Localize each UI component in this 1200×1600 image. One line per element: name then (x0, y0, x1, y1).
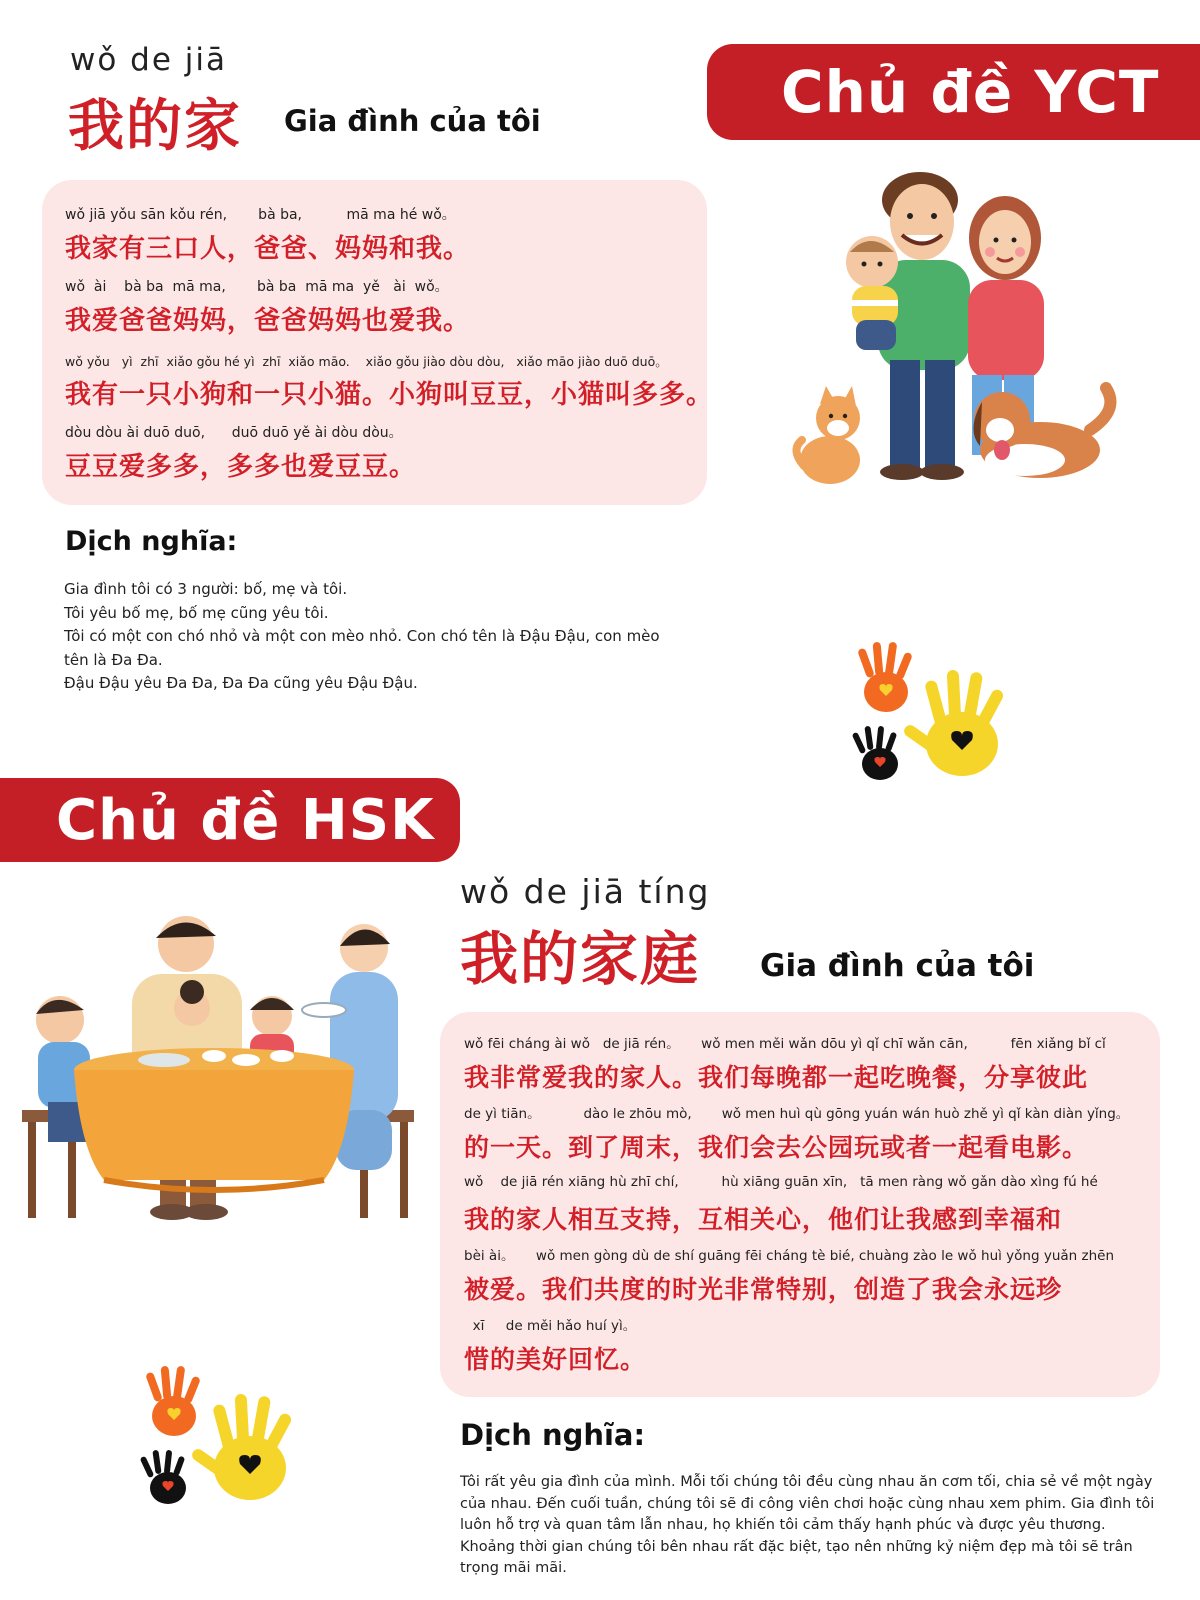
hsk-topic-banner (0, 778, 460, 862)
yct-translation-line-3: Tôi có một con chó nhỏ và một con mèo nhỏ. Con chó tên là Đậu Đậu, con mèo (64, 627, 660, 645)
yct-pinyin-line-4: dòu dòu ài duō duō, duō duō yě ài dòu dòu。 (65, 425, 403, 441)
yct-topic-banner (707, 44, 1200, 140)
yct-pinyin-line-1: wǒ jiā yǒu sān kǒu rén, bà ba, mā ma hé wǒ。 (65, 207, 456, 223)
yct-hanzi-line-3: 我有一只小狗和一只小猫。小狗叫豆豆，小猫叫多多。 (65, 380, 714, 410)
yct-hanzi-line-1: 我家有三口人，爸爸、妈妈和我。 (65, 234, 471, 264)
yct-title-pinyin: wǒ de jiā (70, 42, 228, 78)
yct-title-vietnamese: Gia đình của tôi (284, 104, 541, 138)
yct-translation-line-4: tên là Đa Đa. (64, 650, 163, 669)
hsk-title-hanzi: 我的家庭 (460, 925, 701, 993)
yct-translation-line-1: Gia đình tôi có 3 người: bố, mẹ và tôi. (64, 580, 348, 598)
hsk-translation-heading: Dịch nghĩa: (460, 1418, 646, 1452)
yct-hanzi-line-4: 豆豆爱多多，多多也爱豆豆。 (65, 452, 417, 482)
yct-banner-label: Chủ đề YCT (781, 58, 1160, 126)
hsk-pinyin-line-5: xī de měi hǎo huí yì。 (464, 1318, 637, 1334)
hsk-hanzi-line-5: 惜的美好回忆。 (464, 1345, 647, 1374)
hsk-title-pinyin: wǒ de jiā tíng (460, 872, 711, 911)
yct-translation-line-2: Tôi yêu bố mẹ, bố mẹ cũng yêu tôi. (64, 603, 329, 622)
hsk-pinyin-line-3: wǒ de jiā rén xiāng hù zhī chí, hù xiāng guān xīn, tā men ràng wǒ gǎn dào xìng fú hé (464, 1174, 1098, 1190)
yct-translation (64, 578, 744, 696)
yct-pinyin-line-3: wǒ yǒu yì zhī xiǎo gǒu hé yì zhī xiǎo māo. xiǎo gǒu jiào dòu dòu, xiǎo māo jiào duō duō。 (65, 354, 668, 369)
hsk-hanzi-line-1: 我非常爱我的家人。我们每晚都一起吃晚餐，分享彼此 (464, 1063, 1089, 1092)
hsk-hanzi-line-3: 我的家人相互支持，互相关心，他们让我感到幸福和 (464, 1205, 1063, 1234)
hsk-hanzi-line-2: 的一天。到了周末，我们会去公园玩或者一起看电影。 (464, 1133, 1089, 1162)
yct-hanzi-line-2: 我爱爸爸妈妈，爸爸妈妈也爱我。 (65, 306, 471, 336)
hsk-pinyin-line-2: de yì tiān。 dào le zhōu mò, wǒ men huì qù gōng yuán wán huò zhě yì qǐ kàn diàn yǐng。 (464, 1106, 1130, 1122)
hsk-hanzi-line-4: 被爱。我们共度的时光非常特别，创造了我会永远珍 (464, 1275, 1063, 1304)
yct-translation-heading: Dịch nghĩa: (65, 526, 238, 557)
hsk-pinyin-line-4: bèi ài。 wǒ men gòng dù de shí guāng fēi cháng tè bié, chuàng zào le wǒ huì yǒng yuǎn zhēn (464, 1248, 1114, 1264)
yct-title-hanzi: 我的家 (68, 94, 242, 159)
hsk-translation: Tôi rất yêu gia đình của mình. Mỗi tối chúng tôi đều cùng nhau ăn cơm tối, chia sẻ về một ngày của nhau. Đến cuối tuần, chúng tôi sẽ đi công viên chơi hoặc cùng nhau xem phim. Gia đình tôi luôn hỗ trợ và quan tâm lẫn nhau, họ khiến tôi cảm thấy hạnh phúc và được yêu thương. Khoảng thời gian chúng tôi bên nhau rất đặc biệt, tạo nên những kỷ niệm đẹp mà tôi sẽ trân trọng mãi mãi. (460, 1474, 1155, 1576)
hsk-pinyin-line-1: wǒ fēi cháng ài wǒ de jiā rén。 wǒ men měi wǎn dōu yì qǐ chī wǎn cān, fēn xiǎng bǐ cǐ (464, 1036, 1106, 1052)
yct-passage-box (42, 180, 714, 505)
hsk-banner-label: Chủ đề HSK (56, 788, 435, 853)
handprints-illustration (850, 640, 1030, 800)
handprints-illustration-2 (138, 1364, 318, 1524)
family-illustration (790, 160, 1140, 510)
hsk-passage-box (440, 1012, 1160, 1397)
hsk-title-vietnamese: Gia đình của tôi (760, 948, 1035, 984)
yct-pinyin-line-2: wǒ ài bà ba mā ma, bà ba mā ma yě ài wǒ。 (65, 279, 449, 295)
yct-translation-line-5: Đậu Đậu yêu Đa Đa, Đa Đa cũng yêu Đậu Đậu. (64, 674, 418, 692)
family-dinner-illustration (14, 910, 434, 1240)
